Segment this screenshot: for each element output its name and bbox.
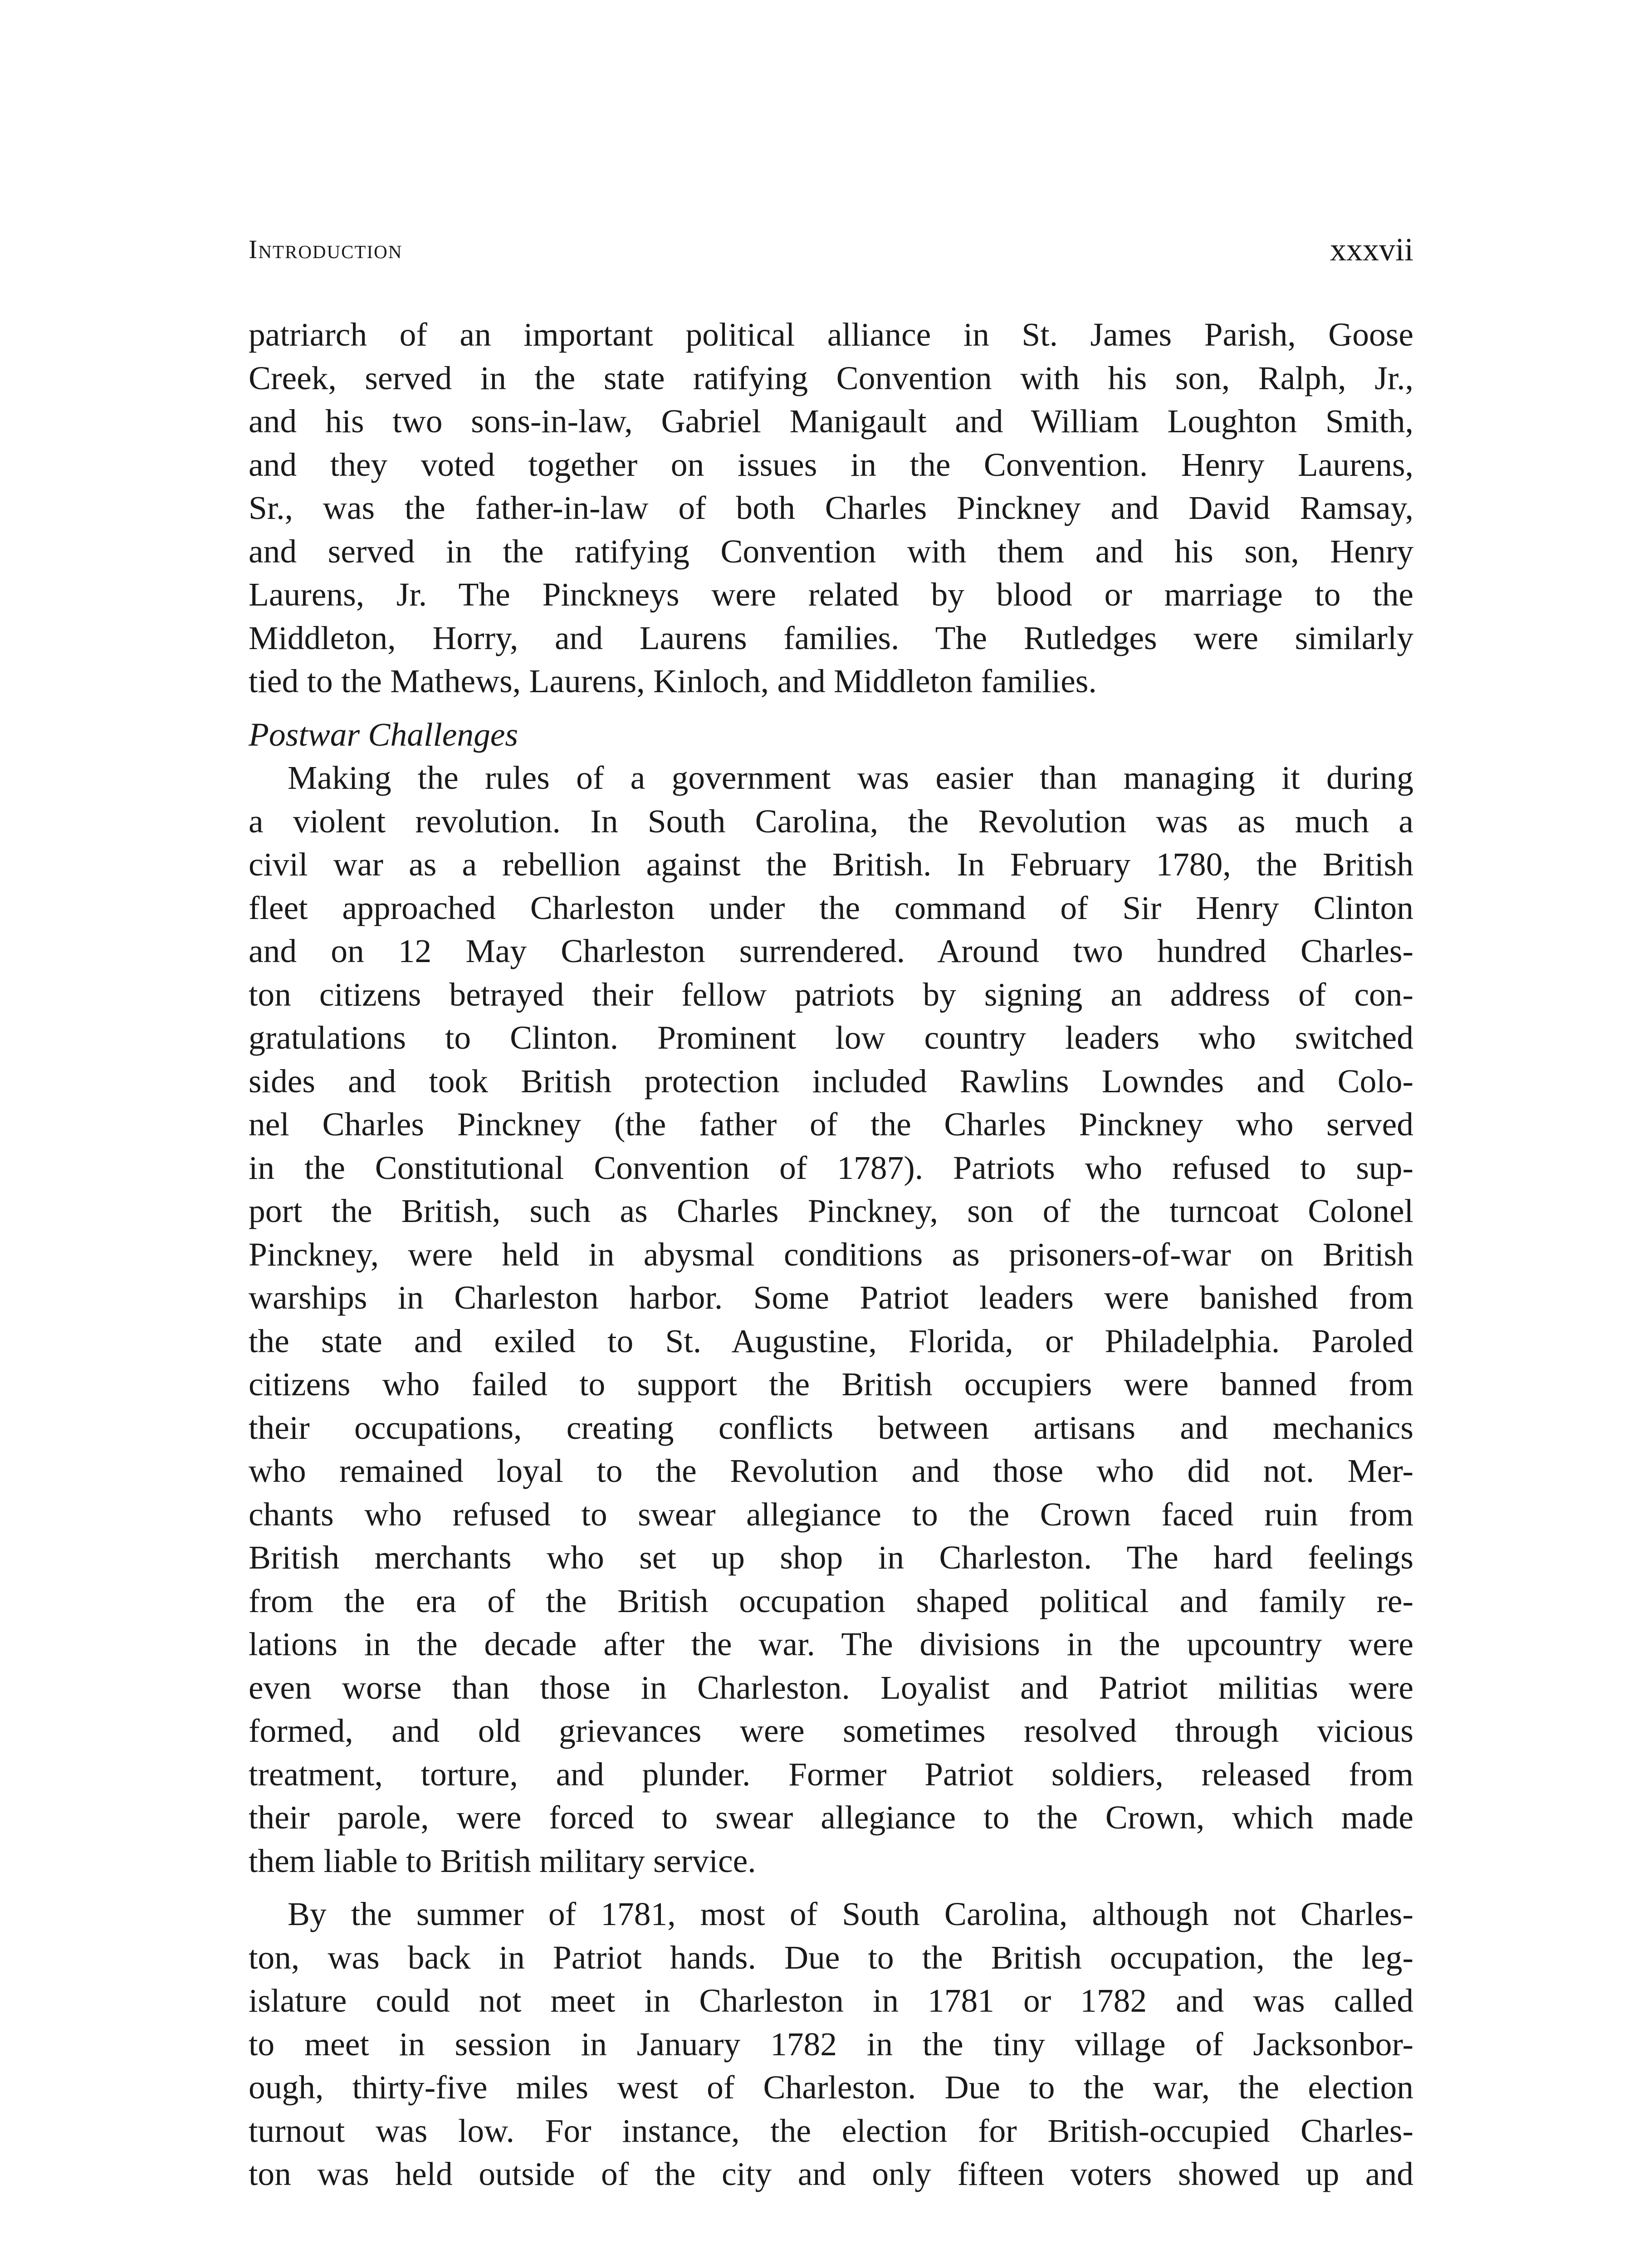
running-head — [249, 225, 1413, 274]
text-line: nel Charles Pinckney (the father of the Charles Pinckney who served — [249, 1106, 1413, 1143]
text-line: citizens who failed to support the British occupiers were banned from — [249, 1366, 1413, 1403]
page-body — [249, 313, 1413, 2196]
text-line: turnout was low. For instance, the election for British-occupied Charles- — [249, 2112, 1413, 2149]
text-line: their parole, were forced to swear allegiance to the Crown, which made — [249, 1799, 1413, 1836]
text-line: their occupations, creating conflicts between artisans and mechanics — [249, 1409, 1413, 1446]
text-line: lations in the decade after the war. The divisions in the upcountry were — [249, 1626, 1413, 1662]
text-line: ough, thirty-five miles west of Charleston. Due to the war, the election — [249, 2069, 1413, 2106]
text-line: even worse than those in Charleston. Loyalist and Patriot militias were — [249, 1669, 1413, 1706]
paragraph — [249, 1892, 1413, 2196]
page-number: xxxvii — [1330, 231, 1413, 268]
text-line: ton citizens betrayed their fellow patriots by signing an address of con- — [249, 976, 1413, 1013]
text-line: the state and exiled to St. Augustine, Florida, or Philadelphia. Paroled — [249, 1322, 1413, 1359]
text-line: fleet approached Charleston under the command of Sir Henry Clinton — [249, 889, 1413, 926]
text-line: to meet in session in January 1782 in the tiny village of Jacksonbor- — [249, 2025, 1413, 2063]
running-head-title: Introduction — [249, 235, 403, 264]
text-line: Laurens, Jr. The Pinckneys were related by blood or marriage to the — [249, 576, 1413, 613]
text-line: chants who refused to swear allegiance to the Crown faced ruin from — [249, 1496, 1413, 1533]
paragraph — [249, 756, 1413, 1882]
text-line: tied to the Mathews, Laurens, Kinloch, and Middleton families. — [249, 663, 1097, 699]
text-line: and they voted together on issues in the Convention. Henry Laurens, — [249, 446, 1413, 483]
text-line: By the summer of 1781, most of South Carolina, although not Charles- — [288, 1896, 1413, 1932]
text-line: them liable to British military service. — [249, 1842, 756, 1879]
text-line: Middleton, Horry, and Laurens families. The Rutledges were similarly — [249, 619, 1413, 656]
text-line: formed, and old grievances were sometimes resolved through vicious — [249, 1712, 1413, 1749]
text-line: civil war as a rebellion against the British. In February 1780, the British — [249, 846, 1413, 883]
text-line: who remained loyal to the Revolution and those who did not. Mer- — [249, 1452, 1413, 1489]
text-line: Creek, served in the state ratifying Convention with his son, Ralph, Jr., — [249, 359, 1413, 396]
text-line: warships in Charleston harbor. Some Patriot leaders were banished from — [249, 1279, 1413, 1316]
text-line: and served in the ratifying Convention with them and his son, Henry — [249, 533, 1413, 570]
text-line: sides and took British protection included Rawlins Lowndes and Colo- — [249, 1062, 1413, 1100]
text-line: port the British, such as Charles Pinckney, son of the turncoat Colonel — [249, 1193, 1413, 1229]
text-line: patriarch of an important political alliance in St. James Parish, Goose — [249, 316, 1413, 353]
text-line: Sr., was the father-in-law of both Charles Pinckney and David Ramsay, — [249, 489, 1413, 526]
text-line: in the Constitutional Convention of 1787). Patriots who refused to sup- — [249, 1149, 1413, 1186]
text-line: islature could not meet in Charleston in 1781 or 1782 and was called — [249, 1982, 1413, 2019]
text-line: British merchants who set up shop in Charleston. The hard feelings — [249, 1539, 1413, 1576]
text-line: ton was held outside of the city and only fifteen voters showed up and — [249, 2156, 1413, 2192]
text-line: from the era of the British occupation shaped political and family re- — [249, 1582, 1413, 1619]
text-line: Making the rules of a government was easier than managing it during — [288, 759, 1413, 796]
text-line: Pinckney, were held in abysmal conditions as prisoners-of-war on British — [249, 1236, 1413, 1273]
text-line: treatment, torture, and plunder. Former Patriot soldiers, released from — [249, 1755, 1413, 1793]
text-line: gratulations to Clinton. Prominent low country leaders who switched — [249, 1019, 1413, 1056]
section-heading: Postwar Challenges — [249, 716, 518, 753]
paragraph-continuation — [249, 313, 1413, 703]
text-line: and his two sons-in-law, Gabriel Manigault and William Loughton Smith, — [249, 403, 1413, 440]
text-line: and on 12 May Charleston surrendered. Around two hundred Charles- — [249, 933, 1413, 969]
text-line: a violent revolution. In South Carolina, the Revolution was as much a — [249, 802, 1413, 840]
text-line: ton, was back in Patriot hands. Due to the British occupation, the leg- — [249, 1939, 1413, 1976]
